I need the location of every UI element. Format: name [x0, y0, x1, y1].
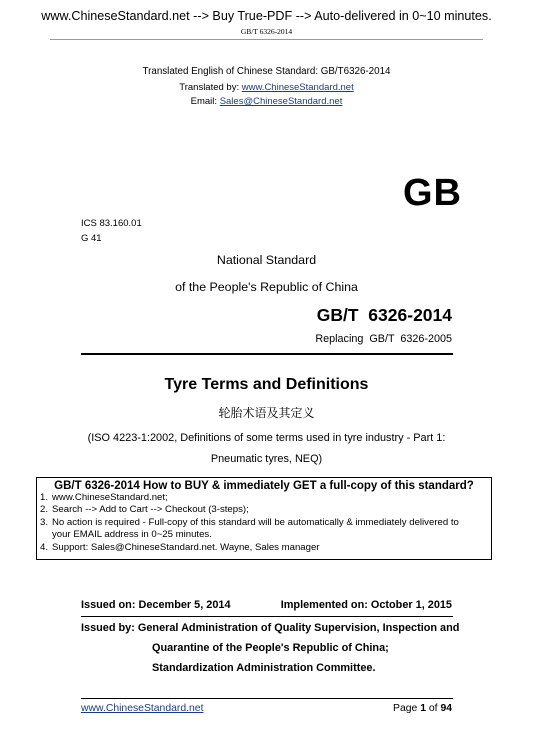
group-code: G 41 — [81, 233, 102, 244]
issued-on: Issued on: December 5, 2014 — [81, 599, 231, 611]
replacing-standard: Replacing GB/T 6326-2005 — [315, 333, 452, 345]
buy-step-3-continued: your EMAIL address in 0~25 minutes. — [52, 529, 212, 541]
translated-by — [0, 82, 533, 93]
iso-reference-line2: Pneumatic tyres, NEQ) — [210, 453, 323, 465]
translated-by-link[interactable]: www.ChineseStandard.net — [241, 82, 354, 93]
title-divider — [81, 353, 453, 355]
email-link[interactable]: Sales@ChineseStandard.net — [219, 96, 343, 107]
header-banner: www.ChineseStandard.net --> Buy True-PDF --> Auto-delivered in 0~10 minutes. — [41, 9, 492, 23]
buy-step-2: 2. Search --> Add to Cart --> Checkout (3-steps); — [40, 504, 249, 516]
buy-box-title: GB/T 6326-2014 How to BUY & immediately GET a full-copy of this standard? — [54, 480, 474, 492]
footer-site-link[interactable]: www.ChineseStandard.net — [81, 703, 204, 714]
gb-logo: GB — [403, 172, 462, 214]
issued-by-line2: Quarantine of the People's Republic of China; — [152, 642, 389, 654]
page-number: Page 1 of 94 — [393, 703, 452, 714]
email-label: Email: — [190, 96, 220, 107]
buy-info-box — [36, 477, 492, 560]
buy-step-1: 1. www.ChineseStandard.net; — [40, 492, 168, 503]
standard-number: GB/T 6326-2014 — [316, 305, 452, 325]
ics-code: ICS 83.160.01 — [81, 218, 142, 229]
email-line — [0, 96, 533, 107]
translation-title: Translated English of Chinese Standard: GB/T6326-2014 — [142, 66, 391, 77]
buy-step-3: 3. No action is required - Full-copy of this standard will be automatically & immediately delivered to — [40, 516, 459, 528]
iso-reference-line1: (ISO 4223-1:2002, Definitions of some terms used in tyre industry - Part 1: — [87, 432, 446, 444]
header-divider — [50, 39, 483, 40]
header-code: GB/T 6326-2014 — [240, 27, 293, 36]
country: of the People's Republic of China — [175, 280, 358, 294]
title-english: Tyre Terms and Definitions — [164, 376, 369, 393]
footer-divider — [81, 698, 453, 699]
national-standard: National Standard — [216, 253, 317, 267]
dates-divider — [81, 616, 453, 617]
translated-by-label: Translated by: — [179, 82, 242, 93]
issued-by-line3: Standardization Administration Committee. — [152, 662, 376, 674]
title-chinese: 轮胎术语及其定义 — [218, 406, 315, 420]
implemented-on: Implemented on: October 1, 2015 — [280, 599, 452, 611]
issued-by-line1: Issued by: General Administration of Quality Supervision, Inspection and — [81, 622, 460, 634]
buy-step-4: 4. Support: Sales@ChineseStandard.net. Wayne, Sales manager — [40, 541, 320, 553]
